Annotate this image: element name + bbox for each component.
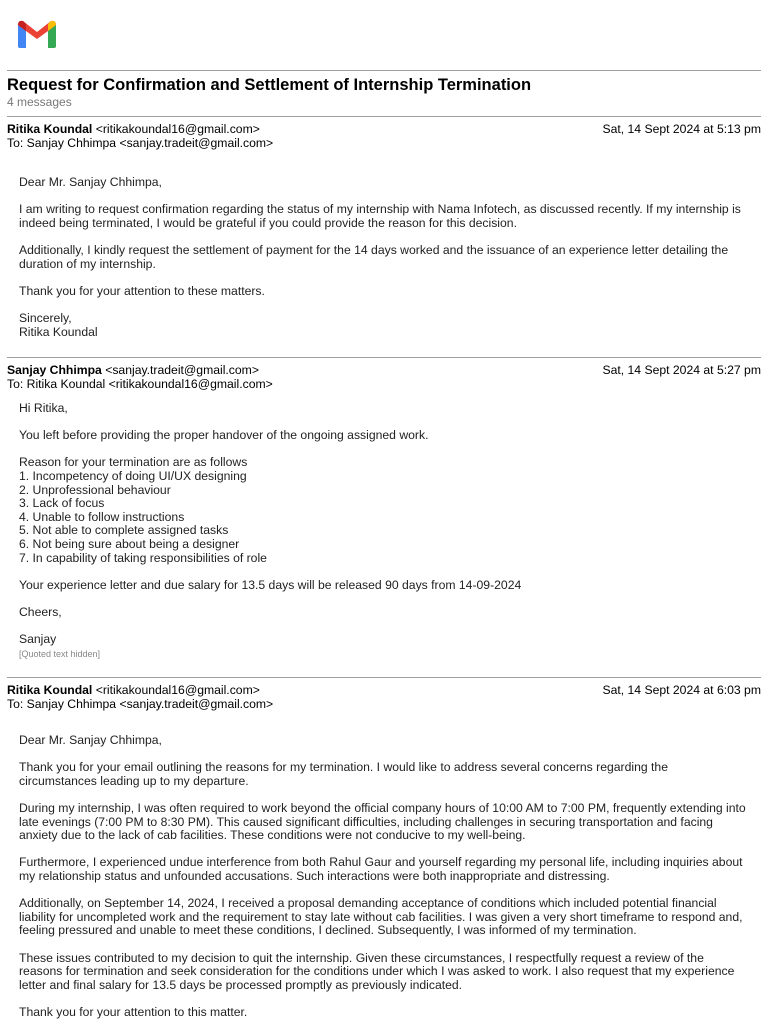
- sender: [7, 683, 260, 697]
- paragraph: Additionally, on September 14, 2024, I received a proposal demanding acceptance of conditions which included potential financial liability for uncompleted work and the requirement to stay late without cab facilities. I was given a very short timeframe to respond and, feeling pressured and unable to meet these conditions, I declined. Subsequently, I was informed of my termination.: [19, 896, 743, 938]
- sender: [7, 363, 259, 377]
- sender-name: Ritika Koundal: [7, 122, 93, 136]
- paragraph: I am writing to request confirmation regarding the status of my internship with Nama Infotech, as discussed recently. If my internship is indeed being terminated, I would be grateful if you could provide the reason for this decision.: [19, 202, 741, 230]
- message-header[interactable]: [7, 363, 761, 393]
- paragraph: Thank you for your email outlining the reasons for my termination. I would like to address several concerns regarding the circumstances leading up to my departure.: [19, 760, 668, 788]
- paragraph: You left before providing the proper handover of the ongoing assigned work.: [19, 428, 429, 443]
- recipient: To: Ritika Koundal <ritikakoundal16@gmail.com>: [7, 377, 273, 391]
- paragraph: Dear Mr. Sanjay Chhimpa,: [19, 733, 162, 747]
- message-divider: [7, 116, 761, 117]
- list-item: 7. In capability of taking responsibilities of role: [19, 550, 267, 565]
- sender-name: Ritika Koundal: [7, 683, 93, 697]
- paragraph: These issues contributed to my decision to quit the internship. Given these circumstances, I respectfully request a review of the reasons for termination and seek consideration for the conditions under which I was asked to work. I also request that my experience letter and final salary for 13.5 days be processed promptly as previously indicated.: [19, 950, 735, 992]
- sender-email: <ritikakoundal16@gmail.com>: [95, 122, 260, 136]
- signature: Ritika Koundal: [19, 324, 98, 339]
- message-count: 4 messages: [7, 95, 72, 109]
- message-header[interactable]: [7, 122, 761, 152]
- paragraph: Thank you for your attention to these matters.: [19, 283, 265, 298]
- paragraph: Dear Mr. Sanjay Chhimpa,: [19, 175, 162, 189]
- message-date: Sat, 14 Sept 2024 at 5:27 pm: [602, 363, 761, 377]
- recipient: To: Sanjay Chhimpa <sanjay.tradeit@gmail.com>: [7, 136, 274, 150]
- message-body: [19, 402, 749, 661]
- message-body: [19, 734, 749, 1019]
- paragraph: Furthermore, I experienced undue interference from both Rahul Gaur and yourself regarding my personal life, including inquiries about my relationship status and unfounded accusations. Such interactions were both inappropriate and distressing.: [19, 855, 743, 883]
- reason-list-title: Reason for your termination are as follows: [19, 455, 248, 470]
- quoted-text-toggle[interactable]: [Quoted text hidden]: [19, 648, 101, 659]
- message-body: [19, 176, 749, 339]
- recipient: To: Sanjay Chhimpa <sanjay.tradeit@gmail.com>: [7, 697, 274, 711]
- sender-email: <sanjay.tradeit@gmail.com>: [105, 363, 259, 377]
- list-item: 4. Unable to follow instructions: [19, 509, 185, 524]
- list-item: 3. Lack of focus: [19, 496, 105, 511]
- paragraph: Your experience letter and due salary for 13.5 days will be released 90 days from 14-09-2024: [19, 577, 522, 592]
- paragraph: Hi Ritika,: [19, 401, 68, 415]
- message-divider: [7, 357, 761, 358]
- gmail-logo-icon: [16, 18, 58, 50]
- thread-subject: Request for Confirmation and Settlement of Internship Termination: [7, 76, 532, 94]
- header-divider: [7, 70, 761, 71]
- list-item: 5. Not able to complete assigned tasks: [19, 523, 229, 538]
- paragraph: Cheers,: [19, 604, 62, 619]
- message-date: Sat, 14 Sept 2024 at 5:13 pm: [602, 122, 761, 136]
- signature: Sanjay: [19, 632, 57, 647]
- sign-off: Sincerely,: [19, 310, 72, 325]
- paragraph: Additionally, I kindly request the settlement of payment for the 14 days worked and the issuance of an experience letter detailing the duration of my internship.: [19, 242, 729, 271]
- list-item: 2. Unprofessional behaviour: [19, 482, 171, 497]
- list-item: 1. Incompetency of doing UI/UX designing: [19, 468, 247, 483]
- paragraph: During my internship, I was often required to work beyond the official company hours of 10:00 AM to 7:00 PM, frequently extending into late evenings (7:00 PM to 8:30 PM). This caused significant difficulties, including challenges in securing transportation and facing anxiety due to the lack of cab facilities. These conditions were not conducive to my well-being.: [19, 800, 746, 843]
- message-divider: [7, 677, 761, 678]
- message-date: Sat, 14 Sept 2024 at 6:03 pm: [602, 683, 761, 697]
- list-item: 6. Not being sure about being a designer: [19, 536, 240, 551]
- sender-email: <ritikakoundal16@gmail.com>: [95, 683, 260, 697]
- message-header[interactable]: [7, 683, 761, 713]
- reason-list: [19, 470, 749, 565]
- paragraph: Thank you for your attention to this matter.: [19, 1004, 248, 1019]
- sender: [7, 122, 260, 136]
- sender-name: Sanjay Chhimpa: [7, 363, 102, 377]
